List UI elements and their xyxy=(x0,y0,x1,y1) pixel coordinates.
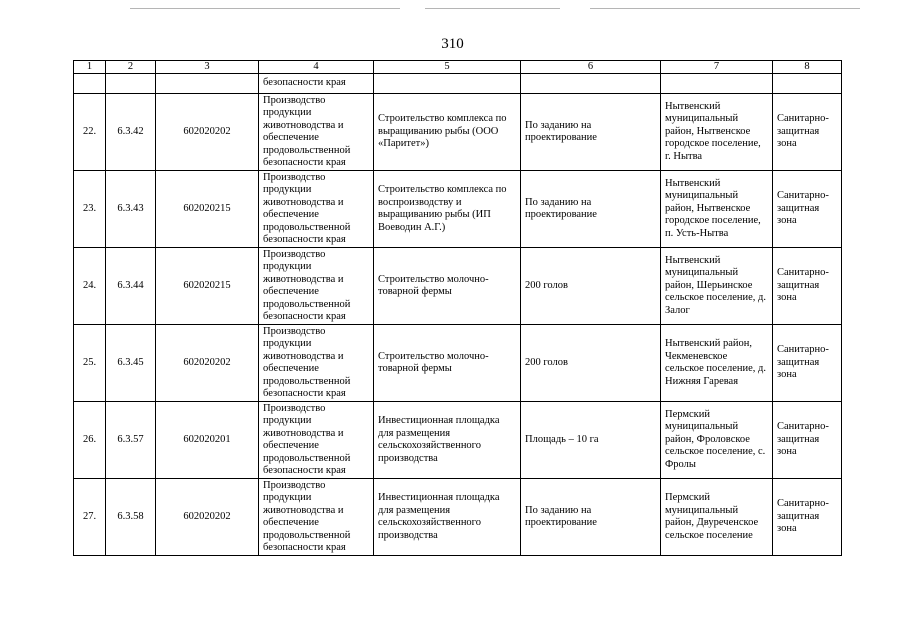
row-okved-code: 602020202 xyxy=(156,325,259,402)
row-object: Инвестиционная площадка для размещения сельскохозяйственного производства xyxy=(374,479,521,556)
table-row xyxy=(74,248,842,325)
row-purpose: Производство продукции животноводства и обеспечение продовольственной безопасности края xyxy=(259,248,374,325)
table-cell xyxy=(773,74,842,94)
row-okved-code: 602020202 xyxy=(156,479,259,556)
document-table xyxy=(73,60,842,556)
column-number-row xyxy=(74,61,842,74)
row-code: 6.3.43 xyxy=(106,171,156,248)
table-cell xyxy=(156,74,259,94)
row-okved-code: 602020201 xyxy=(156,402,259,479)
top-rule-center xyxy=(425,8,560,9)
row-number: 22. xyxy=(74,94,106,171)
row-purpose: Производство продукции животноводства и обеспечение продовольственной безопасности края xyxy=(259,325,374,402)
row-parameter: По заданию на проектирование xyxy=(521,479,661,556)
row-parameter: По заданию на проектирование xyxy=(521,171,661,248)
row-location: Нытвенский район, Чекменевское сельское поселение, д. Нижняя Гаревая xyxy=(661,325,773,402)
column-number: 4 xyxy=(259,61,374,74)
row-number: 24. xyxy=(74,248,106,325)
row-zone: Санитарно-защитная зона xyxy=(773,325,842,402)
row-parameter: 200 голов xyxy=(521,248,661,325)
table-row xyxy=(74,171,842,248)
table-cell xyxy=(74,74,106,94)
row-purpose: Производство продукции животноводства и обеспечение продовольственной безопасности края xyxy=(259,402,374,479)
row-parameter: 200 голов xyxy=(521,325,661,402)
row-number: 26. xyxy=(74,402,106,479)
row-number: 25. xyxy=(74,325,106,402)
row-okved-code: 602020202 xyxy=(156,94,259,171)
row-parameter: По заданию на проектирование xyxy=(521,94,661,171)
row-number: 23. xyxy=(74,171,106,248)
row-code: 6.3.42 xyxy=(106,94,156,171)
column-number: 2 xyxy=(106,61,156,74)
row-zone: Санитарно-защитная зона xyxy=(773,171,842,248)
row-object: Строительство комплекса по выращиванию рыбы (ООО «Паритет») xyxy=(374,94,521,171)
table-row xyxy=(74,402,842,479)
row-object: Инвестиционная площадка для размещения сельскохозяйственного производства xyxy=(374,402,521,479)
row-code: 6.3.58 xyxy=(106,479,156,556)
row-object: Строительство комплекса по воспроизводству и выращиванию рыбы (ИП Воеводин А.Г.) xyxy=(374,171,521,248)
row-number: 27. xyxy=(74,479,106,556)
row-zone: Санитарно-защитная зона xyxy=(773,479,842,556)
top-rule-left xyxy=(130,8,400,9)
table-row xyxy=(74,94,842,171)
row-location: Нытвенский муниципальный район, Нытвенское городское поселение, г. Нытва xyxy=(661,94,773,171)
table-cell xyxy=(106,74,156,94)
column-number: 8 xyxy=(773,61,842,74)
row-parameter: Площадь – 10 га xyxy=(521,402,661,479)
column-number: 5 xyxy=(374,61,521,74)
row-zone: Санитарно-защитная зона xyxy=(773,248,842,325)
row-object: Строительство молочно-товарной фермы xyxy=(374,325,521,402)
table-cell xyxy=(521,74,661,94)
column-number: 6 xyxy=(521,61,661,74)
row-okved-code: 602020215 xyxy=(156,171,259,248)
row-location: Нытвенский муниципальный район, Шерьинское сельское поселение, д. Залог xyxy=(661,248,773,325)
row-object: Строительство молочно-товарной фермы xyxy=(374,248,521,325)
row-purpose: Производство продукции животноводства и обеспечение продовольственной безопасности края xyxy=(259,94,374,171)
row-location: Пермский муниципальный район, Двуреченское сельское поселение xyxy=(661,479,773,556)
continuation-text: безопасности края xyxy=(259,74,374,94)
row-zone: Санитарно-защитная зона xyxy=(773,402,842,479)
row-location: Пермский муниципальный район, Фроловское сельское поселение, с. Фролы xyxy=(661,402,773,479)
row-code: 6.3.57 xyxy=(106,402,156,479)
row-purpose: Производство продукции животноводства и обеспечение продовольственной безопасности края xyxy=(259,171,374,248)
table-cell xyxy=(661,74,773,94)
row-purpose: Производство продукции животноводства и обеспечение продовольственной безопасности края xyxy=(259,479,374,556)
row-zone: Санитарно-защитная зона xyxy=(773,94,842,171)
row-location: Нытвенский муниципальный район, Нытвенское городское поселение, п. Усть-Нытва xyxy=(661,171,773,248)
table-row xyxy=(74,479,842,556)
table-row xyxy=(74,325,842,402)
column-number: 7 xyxy=(661,61,773,74)
row-code: 6.3.45 xyxy=(106,325,156,402)
top-rule-right xyxy=(590,8,860,9)
column-number: 3 xyxy=(156,61,259,74)
row-code: 6.3.44 xyxy=(106,248,156,325)
page-number: 310 xyxy=(441,36,464,52)
table-cell xyxy=(374,74,521,94)
continuation-row xyxy=(74,74,842,94)
row-okved-code: 602020215 xyxy=(156,248,259,325)
column-number: 1 xyxy=(74,61,106,74)
